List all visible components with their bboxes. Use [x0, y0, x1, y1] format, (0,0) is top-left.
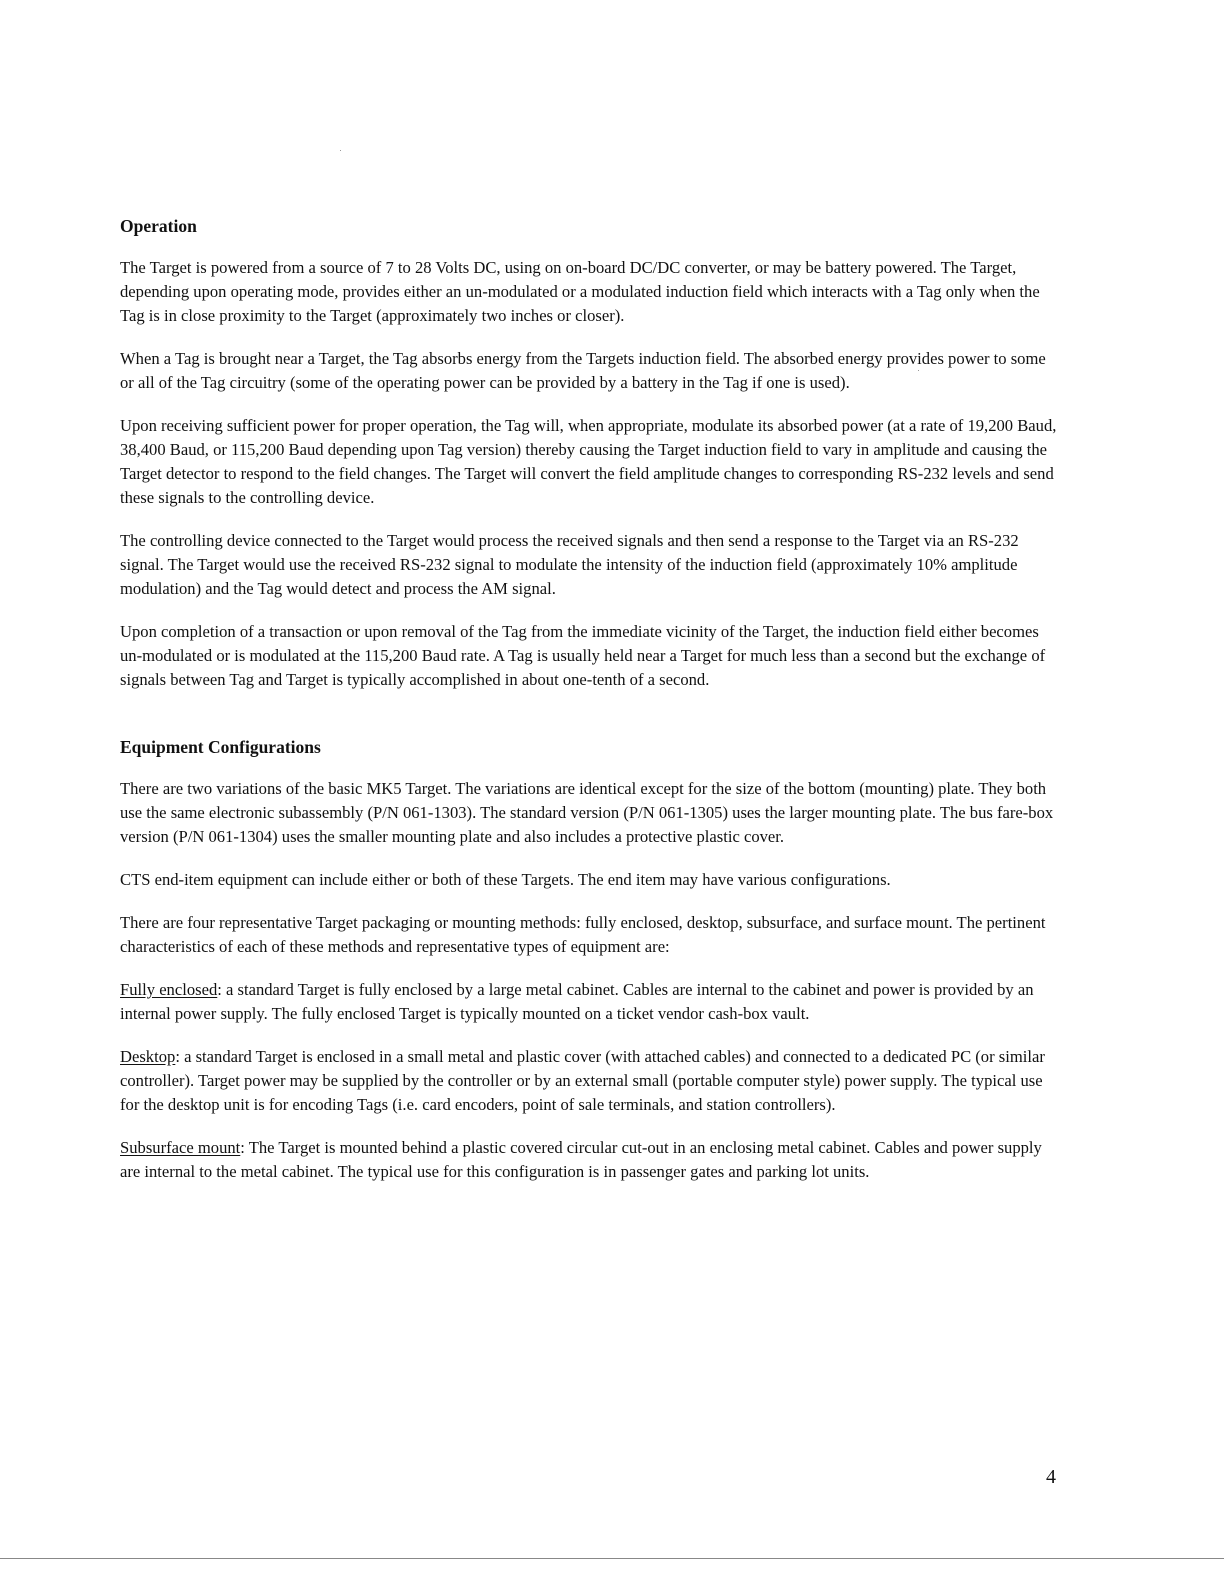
paragraph-mounting-methods: There are four representative Target packaging or mounting methods: fully enclosed, desktop, subsurface, and surface mount. The pertinent characteristics of each of these methods and representative types of equipment are:: [120, 913, 1046, 956]
section-heading-operation: Operation: [120, 216, 197, 236]
document-body: [120, 214, 1060, 1184]
paragraph-transaction-completion: Upon completion of a transaction or upon removal of the Tag from the immediate vicinity of the Target, the induction field either becomes un-modulated or is modulated at the 115,200 Baud rate. A Tag is usually held near a Target for much less than a second but the exchange of signals between Tag and Target is typically accomplished in about one-tenth of a second.: [120, 622, 1046, 689]
paragraph-power-source: The Target is powered from a source of 7 to 28 Volts DC, using on on-board DC/DC converter, or may be battery powered. The Target, depending upon operating mode, provides either an un-modulated or a modulated induction field which interacts with a Tag only when the Tag is in close proximity to the Target (approximately two inches or closer).: [120, 258, 1040, 325]
term-subsurface-mount: Subsurface mount: [120, 1138, 241, 1157]
bottom-scan-edge: [0, 1558, 1224, 1559]
definition-desktop: : a standard Target is enclosed in a small metal and plastic cover (with attached cables) and connected to a dedicated PC (or similar controller). Target power may be supplied by the controller or by an external small (portable computer style) power supply. The typical use for the desktop unit is for encoding Tags (i.e. card encoders, point of sale terminals, and station controllers).: [120, 1047, 1045, 1114]
paragraph-desktop: [120, 1045, 1060, 1117]
paragraph-fully-enclosed: [120, 978, 1060, 1026]
section-heading-equipment-configurations: Equipment Configurations: [120, 737, 321, 757]
paragraph-end-item-equipment: CTS end-item equipment can include either or both of these Targets. The end item may have various configurations.: [120, 870, 891, 889]
paragraph-subsurface-mount: [120, 1136, 1060, 1184]
definition-subsurface-mount: : The Target is mounted behind a plastic covered circular cut-out in an enclosing metal cabinet. Cables and power supply are internal to the metal cabinet. The typical use for this configuration is in passenger gates and parking lot units.: [120, 1138, 1042, 1181]
paragraph-tag-modulation: Upon receiving sufficient power for proper operation, the Tag will, when appropriate, modulate its absorbed power (at a rate of 19,200 Baud, 38,400 Baud, or 115,200 Baud depending upon Tag version) thereby causing the Target induction field to vary in amplitude and causing the Target detector to respond to the field changes. The Target will convert the field amplitude changes to corresponding RS-232 levels and send these signals to the controlling device.: [120, 416, 1057, 507]
page-number: 4: [1046, 1466, 1056, 1488]
paragraph-target-variations: There are two variations of the basic MK5 Target. The variations are identical except for the size of the bottom (mounting) plate. They both use the same electronic subassembly (P/N 061-1303). The standard version (P/N 061-1305) uses the larger mounting plate. The bus fare-box version (P/N 061-1304) uses the smaller mounting plate and also includes a protective plastic cover.: [120, 779, 1054, 846]
definition-fully-enclosed: : a standard Target is fully enclosed by a large metal cabinet. Cables are internal to the cabinet and power is provided by an internal power supply. The fully enclosed Target is typically mounted on a ticket vendor cash-box vault.: [120, 980, 1034, 1023]
term-desktop: Desktop: [120, 1047, 176, 1066]
paragraph-tag-absorbs-energy: When a Tag is brought near a Target, the Tag absorbs energy from the Targets induction field. The absorbed energy provides power to some or all of the Tag circuitry (some of the operating power can be provided by a battery in the Tag if one is used).: [120, 349, 1046, 392]
term-fully-enclosed: Fully enclosed: [120, 980, 218, 999]
scan-speck: [340, 150, 341, 151]
paragraph-controlling-device: The controlling device connected to the Target would process the received signals and then send a response to the Target via an RS-232 signal. The Target would use the received RS-232 signal to modulate the intensity of the induction field (approximately 10% amplitude modulation) and the Tag would detect and process the AM signal.: [120, 531, 1019, 598]
